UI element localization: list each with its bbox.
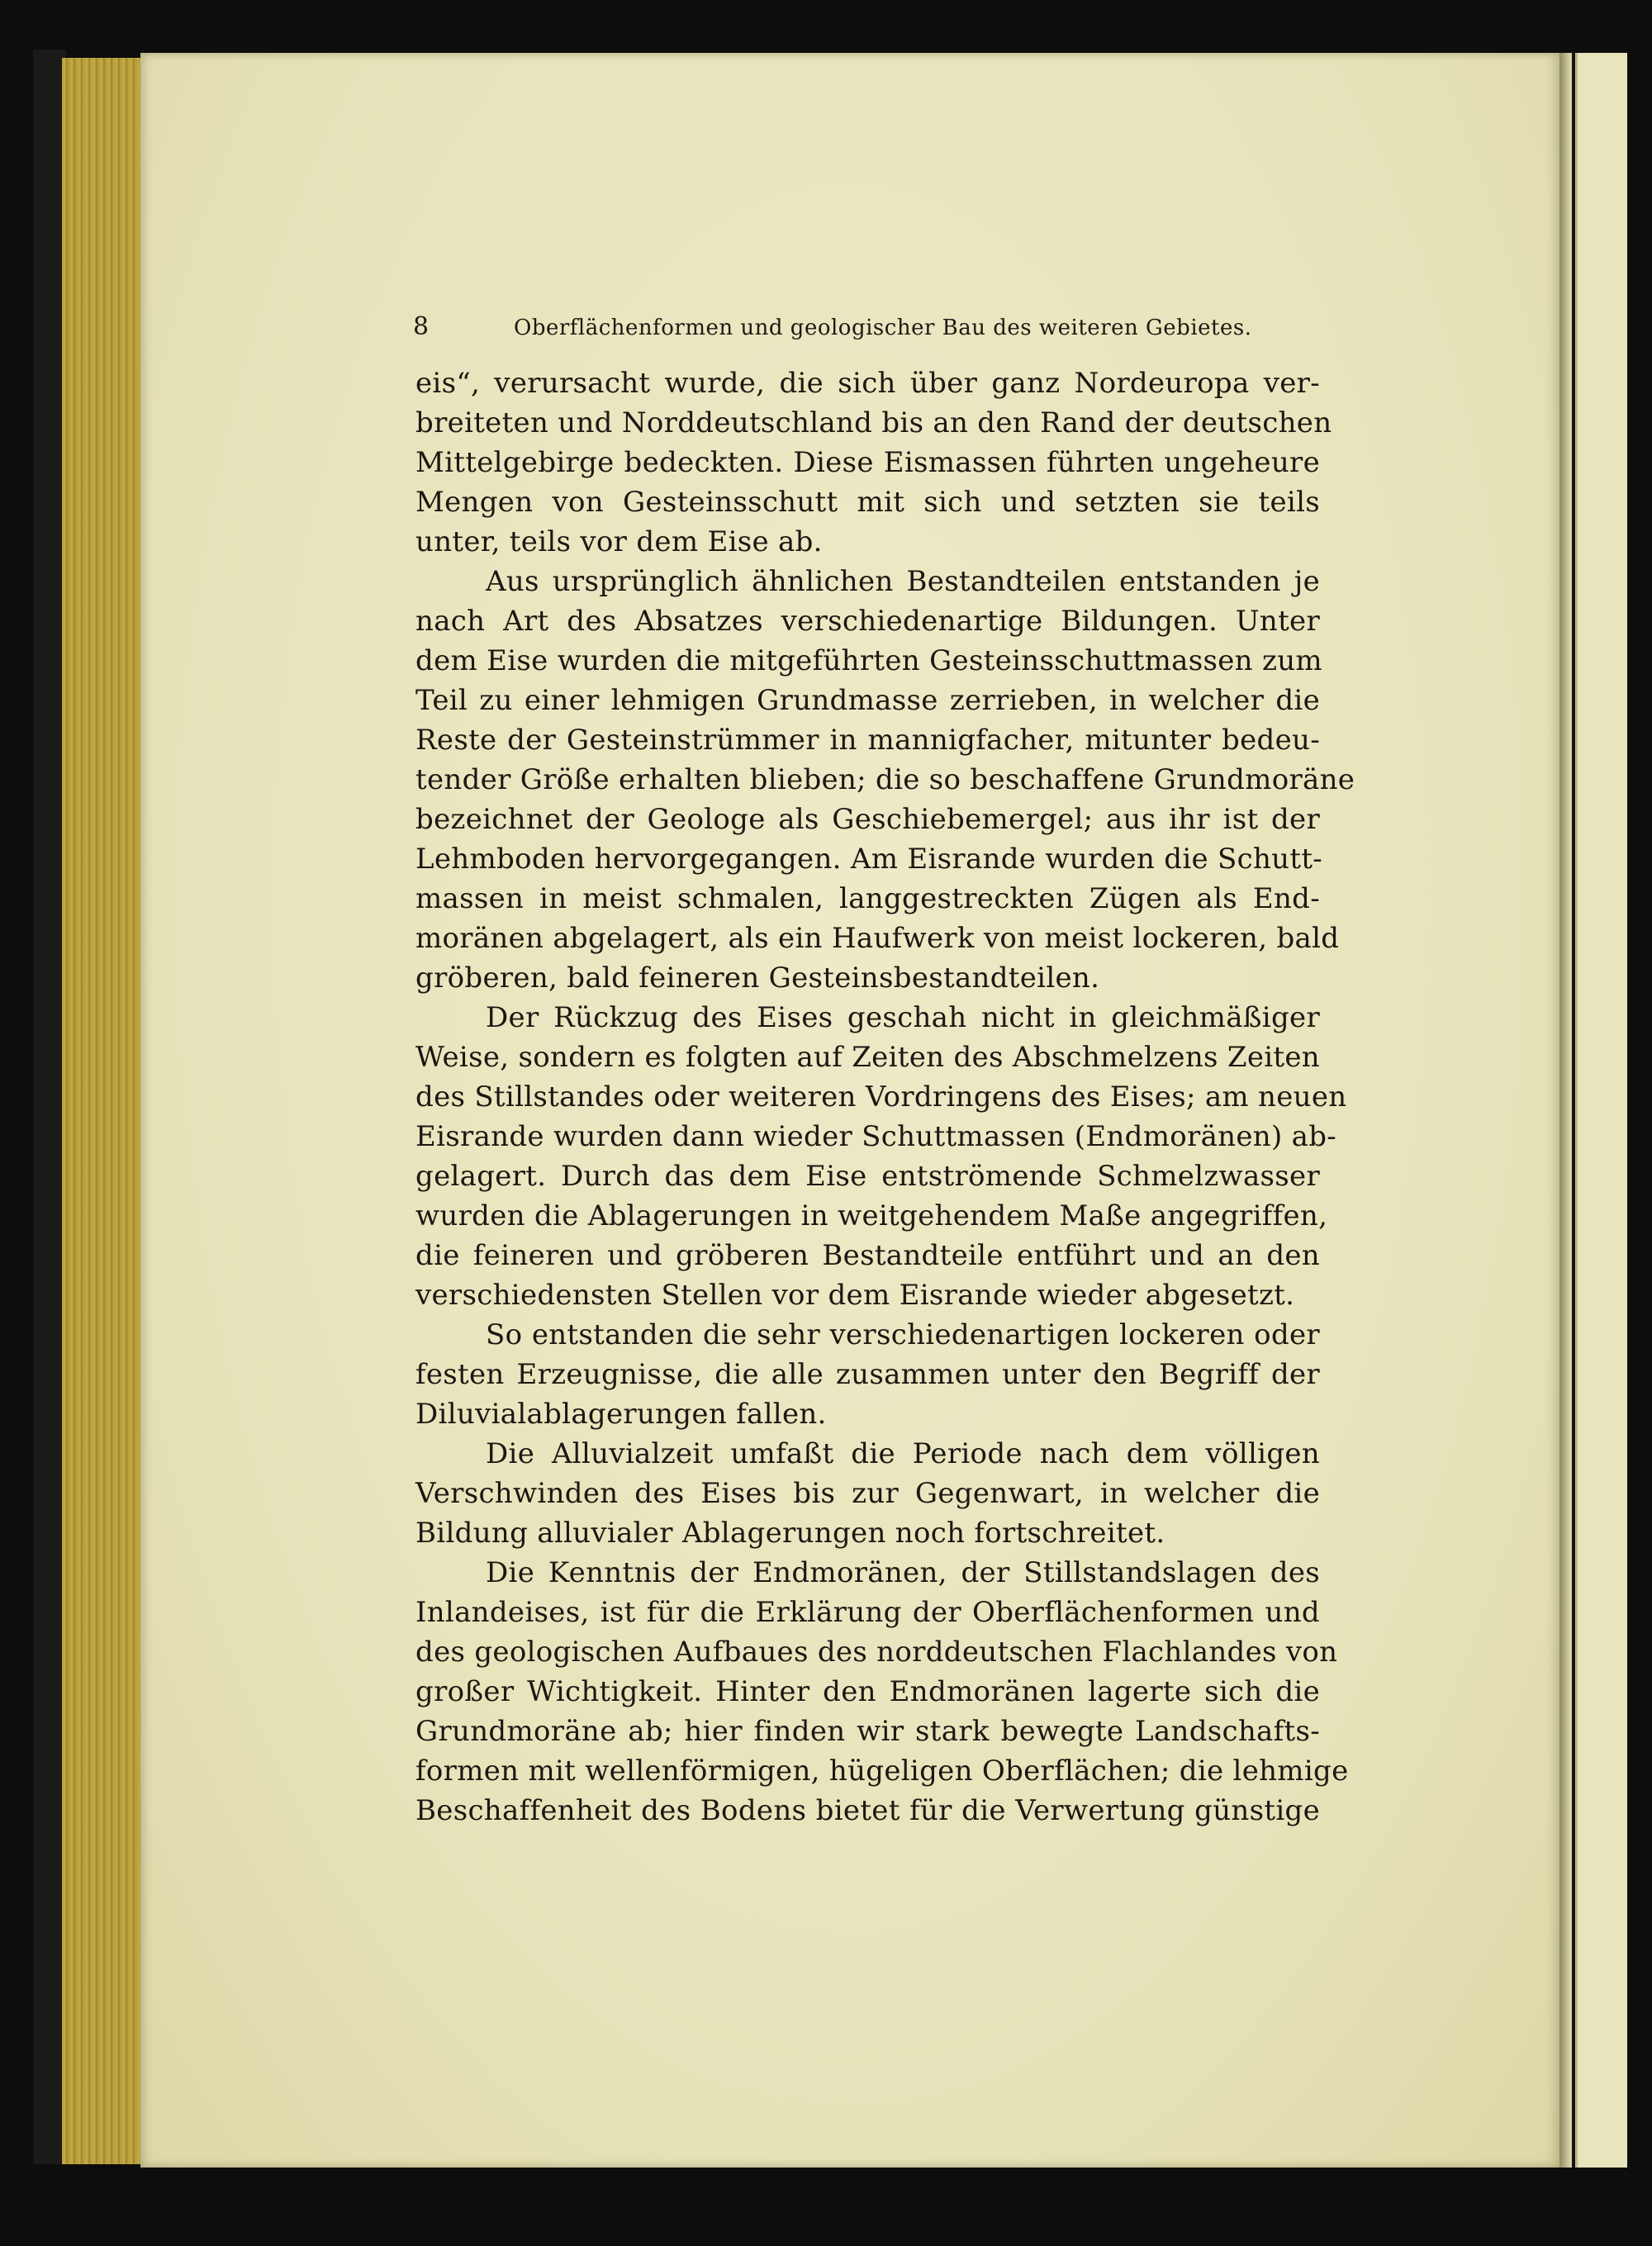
text-line: großer Wichtigkeit. Hinter den Endmoränen lagerte sich die — [415, 1675, 1320, 1708]
text-line: Verschwinden des Eises bis zur Gegenwart, in welcher die — [415, 1477, 1320, 1510]
text-line: Beschaffenheit des Bodens bietet für die Verwertung günstige — [415, 1794, 1320, 1827]
text-line: Der Rückzug des Eises geschah nicht in gleichmäßiger — [486, 1001, 1320, 1034]
text-line: Reste der Gesteinstrümmer in mannigfacher, mitunter bedeu- — [415, 724, 1320, 757]
text-line: nach Art des Absatzes verschiedenartige Bildungen. Unter — [415, 605, 1320, 638]
text-line: unter, teils vor dem Eise ab. — [415, 525, 823, 558]
text-line: wurden die Ablagerungen in weitgehendem Maße angegriffen, — [415, 1199, 1328, 1232]
text-line: dem Eise wurden die mitgeführten Gesteinsschuttmassen zum — [415, 644, 1322, 677]
text-line: breiteten und Norddeutschland bis an den Rand der deutschen — [415, 406, 1332, 439]
paragraph — [415, 1553, 1349, 1831]
text-line: eis“, verursacht wurde, die sich über ganz Nordeuropa ver- — [415, 367, 1320, 400]
text-line: Die Kenntnis der Endmoränen, der Stillstandslagen des — [486, 1556, 1320, 1589]
text-line: festen Erzeugnisse, die alle zusammen unter den Begriff der — [415, 1358, 1320, 1391]
text-line: Inlandeises, ist für die Erklärung der Oberflächenformen und — [415, 1596, 1320, 1629]
body-text — [415, 363, 1355, 1831]
text-line: gröberen, bald feineren Gesteinsbestandteilen. — [415, 962, 1100, 995]
text-line: bezeichnet der Geologe als Geschiebemergel; aus ihr ist der — [415, 803, 1320, 836]
text-line: des Stillstandes oder weiteren Vordringens des Eises; am neuen — [415, 1080, 1347, 1114]
text-line: massen in meist schmalen, langgestreckten Zügen als End- — [415, 882, 1320, 915]
text-line: Eisrande wurden dann wieder Schuttmassen (Endmoränen) ab- — [415, 1120, 1337, 1153]
paragraph — [415, 1434, 1320, 1553]
text-line: Die Alluvialzeit umfaßt die Periode nach dem völligen — [486, 1437, 1320, 1470]
text-line: Diluvialablagerungen fallen. — [415, 1398, 827, 1431]
running-head: Oberflächenformen und geologischer Bau des weiteren Gebietes. — [514, 316, 1252, 340]
paragraph — [415, 363, 1332, 562]
text-line: Lehmboden hervorgegangen. Am Eisrande wurden die Schutt- — [415, 843, 1323, 876]
page-stack-edges — [62, 58, 145, 2164]
text-line: formen mit wellenförmigen, hügeligen Oberflächen; die lehmige — [415, 1755, 1349, 1788]
text-line: gelagert. Durch das dem Eise entströmende Schmelzwasser — [415, 1160, 1320, 1193]
text-line: Weise, sondern es folgten auf Zeiten des Abschmelzens Zeiten — [415, 1041, 1320, 1074]
gutter-line — [1572, 53, 1575, 2168]
paragraph — [415, 998, 1347, 1315]
paragraph — [415, 562, 1355, 998]
paragraph — [415, 1315, 1320, 1434]
text-line: moränen abgelagert, als ein Haufwerk von meist lockeren, bald — [415, 922, 1340, 955]
text-line: Bildung alluvialer Ablagerungen noch fortschreitet. — [415, 1517, 1165, 1550]
text-line: die feineren und gröberen Bestandteile entführt und an den — [415, 1239, 1320, 1272]
facing-page-strip — [1578, 53, 1627, 2168]
page-header — [413, 312, 1322, 345]
page-number: 8 — [413, 312, 430, 341]
text-line: verschiedensten Stellen vor dem Eisrande wieder abgesetzt. — [415, 1279, 1295, 1312]
text-line: So entstanden die sehr verschiedenartigen lockeren oder — [486, 1318, 1320, 1351]
text-line: Grundmoräne ab; hier finden wir stark bewegte Landschafts- — [415, 1715, 1320, 1748]
text-line: Mittelgebirge bedeckten. Diese Eismassen führten ungeheure — [415, 446, 1320, 479]
book-cover-edge — [33, 50, 66, 2164]
text-line: des geologischen Aufbaues des norddeutschen Flachlandes von — [415, 1636, 1338, 1669]
text-line: Aus ursprünglich ähnlichen Bestandteilen entstanden je — [486, 565, 1320, 598]
text-line: tender Größe erhalten blieben; die so beschaffene Grundmoräne — [415, 763, 1355, 796]
text-line: Teil zu einer lehmigen Grundmasse zerrieben, in welcher die — [415, 684, 1320, 717]
text-line: Mengen von Gesteinsschutt mit sich und setzten sie teils — [415, 486, 1320, 519]
